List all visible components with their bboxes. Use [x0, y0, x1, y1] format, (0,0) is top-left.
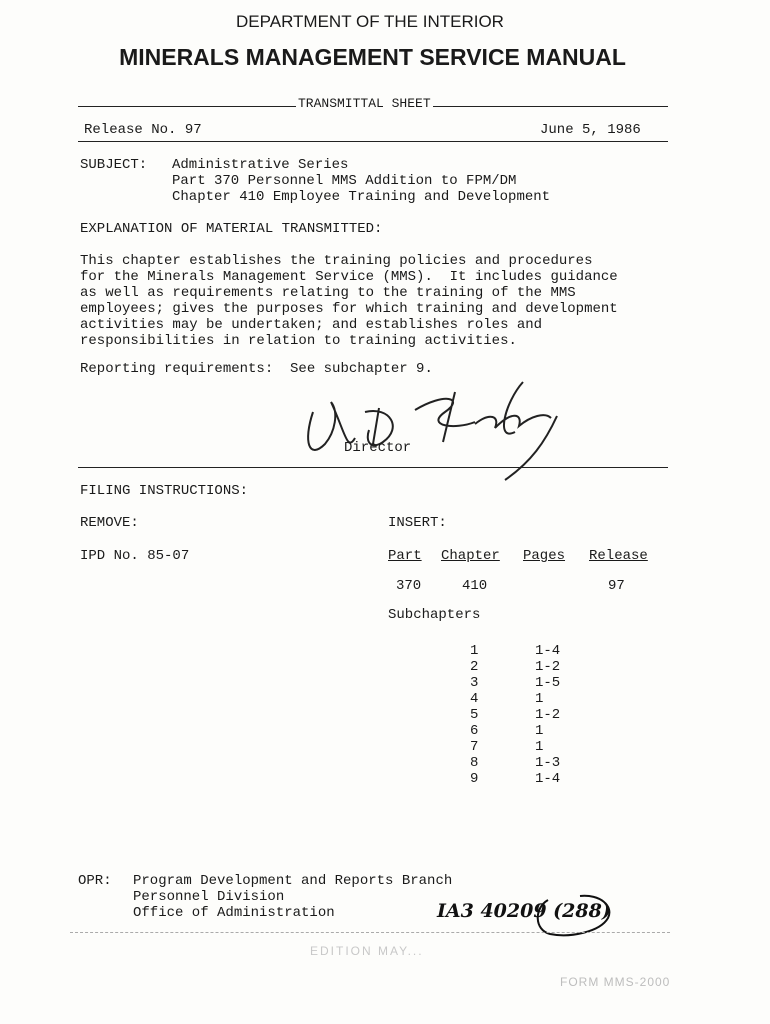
- faint-edition-text: EDITION MAY...: [310, 944, 424, 958]
- subchapter-number: 6: [470, 723, 479, 739]
- subchapter-number: 1: [470, 643, 479, 659]
- remove-label: REMOVE:: [80, 515, 139, 531]
- filing-heading: FILING INSTRUCTIONS:: [80, 483, 249, 499]
- subchapter-pages: 1: [535, 691, 544, 707]
- subchapters-label: Subchapters: [388, 607, 481, 623]
- reporting-requirements: Reporting requirements: See subchapter 9.: [80, 361, 433, 377]
- subchapter-number: 4: [470, 691, 479, 707]
- opr-label: OPR:: [78, 873, 112, 889]
- subchapter-pages: 1-3: [535, 755, 561, 771]
- insert-label: INSERT:: [388, 515, 447, 531]
- explanation-line: employees; gives the purposes for which training and development: [80, 301, 618, 317]
- explanation-line: as well as requirements relating to the training of the MMS: [80, 285, 576, 301]
- row-release: 97: [608, 578, 625, 594]
- subchapter-pages: 1-2: [535, 707, 561, 723]
- explanation-line: activities may be undertaken; and establishes roles and: [80, 317, 543, 333]
- explanation-line: for the Minerals Management Service (MMS). It includes guidance: [80, 269, 618, 285]
- form-number: FORM MMS-2000: [560, 975, 671, 989]
- explanation-line: This chapter establishes the training policies and procedures: [80, 253, 593, 269]
- release-number: Release No. 97: [84, 122, 202, 138]
- release-rule: [78, 141, 668, 142]
- handwritten-note: IA3 40209 (288): [437, 900, 611, 922]
- subchapter-number: 5: [470, 707, 479, 723]
- subchapter-pages: 1-4: [535, 643, 561, 659]
- subchapter-number: 2: [470, 659, 479, 675]
- subchapter-number: 8: [470, 755, 479, 771]
- remove-item: IPD No. 85-07: [80, 548, 190, 564]
- column-header-chapter: Chapter: [441, 548, 500, 564]
- filing-top-rule: [78, 467, 668, 468]
- director-title: Director: [344, 440, 412, 456]
- subchapter-pages: 1-4: [535, 771, 561, 787]
- subchapter-number: 7: [470, 739, 479, 755]
- subchapter-pages: 1-2: [535, 659, 561, 675]
- subchapter-pages: 1-5: [535, 675, 561, 691]
- opr-line: Office of Administration: [133, 905, 335, 921]
- column-header-pages: Pages: [523, 548, 566, 564]
- opr-line: Personnel Division: [133, 889, 285, 905]
- subchapter-pages: 1: [535, 723, 544, 739]
- subchapter-pages: 1: [535, 739, 544, 755]
- subject-label: SUBJECT:: [80, 157, 148, 173]
- row-chapter: 410: [462, 578, 488, 594]
- subject-line: Part 370 Personnel MMS Addition to FPM/DM: [172, 173, 517, 189]
- column-header-part: Part: [388, 548, 422, 564]
- subchapter-number: 3: [470, 675, 479, 691]
- column-header-release: Release: [589, 548, 648, 564]
- handwritten-circle: [430, 888, 630, 938]
- bottom-dashed-rule: [70, 932, 670, 933]
- opr-line: Program Development and Reports Branch: [133, 873, 453, 889]
- subchapter-number: 9: [470, 771, 479, 787]
- transmittal-sheet-label: TRANSMITTAL SHEET: [298, 96, 431, 111]
- director-signature: [295, 372, 595, 482]
- release-date: June 5, 1986: [540, 122, 641, 138]
- manual-title: MINERALS MANAGEMENT SERVICE MANUAL: [119, 44, 626, 70]
- row-part: 370: [396, 578, 422, 594]
- department-heading: DEPARTMENT OF THE INTERIOR: [236, 12, 504, 31]
- subject-line: Chapter 410 Employee Training and Development: [172, 189, 551, 205]
- explanation-heading: EXPLANATION OF MATERIAL TRANSMITTED:: [80, 221, 383, 237]
- subject-line: Administrative Series: [172, 157, 349, 173]
- explanation-line: responsibilities in relation to training activities.: [80, 333, 517, 349]
